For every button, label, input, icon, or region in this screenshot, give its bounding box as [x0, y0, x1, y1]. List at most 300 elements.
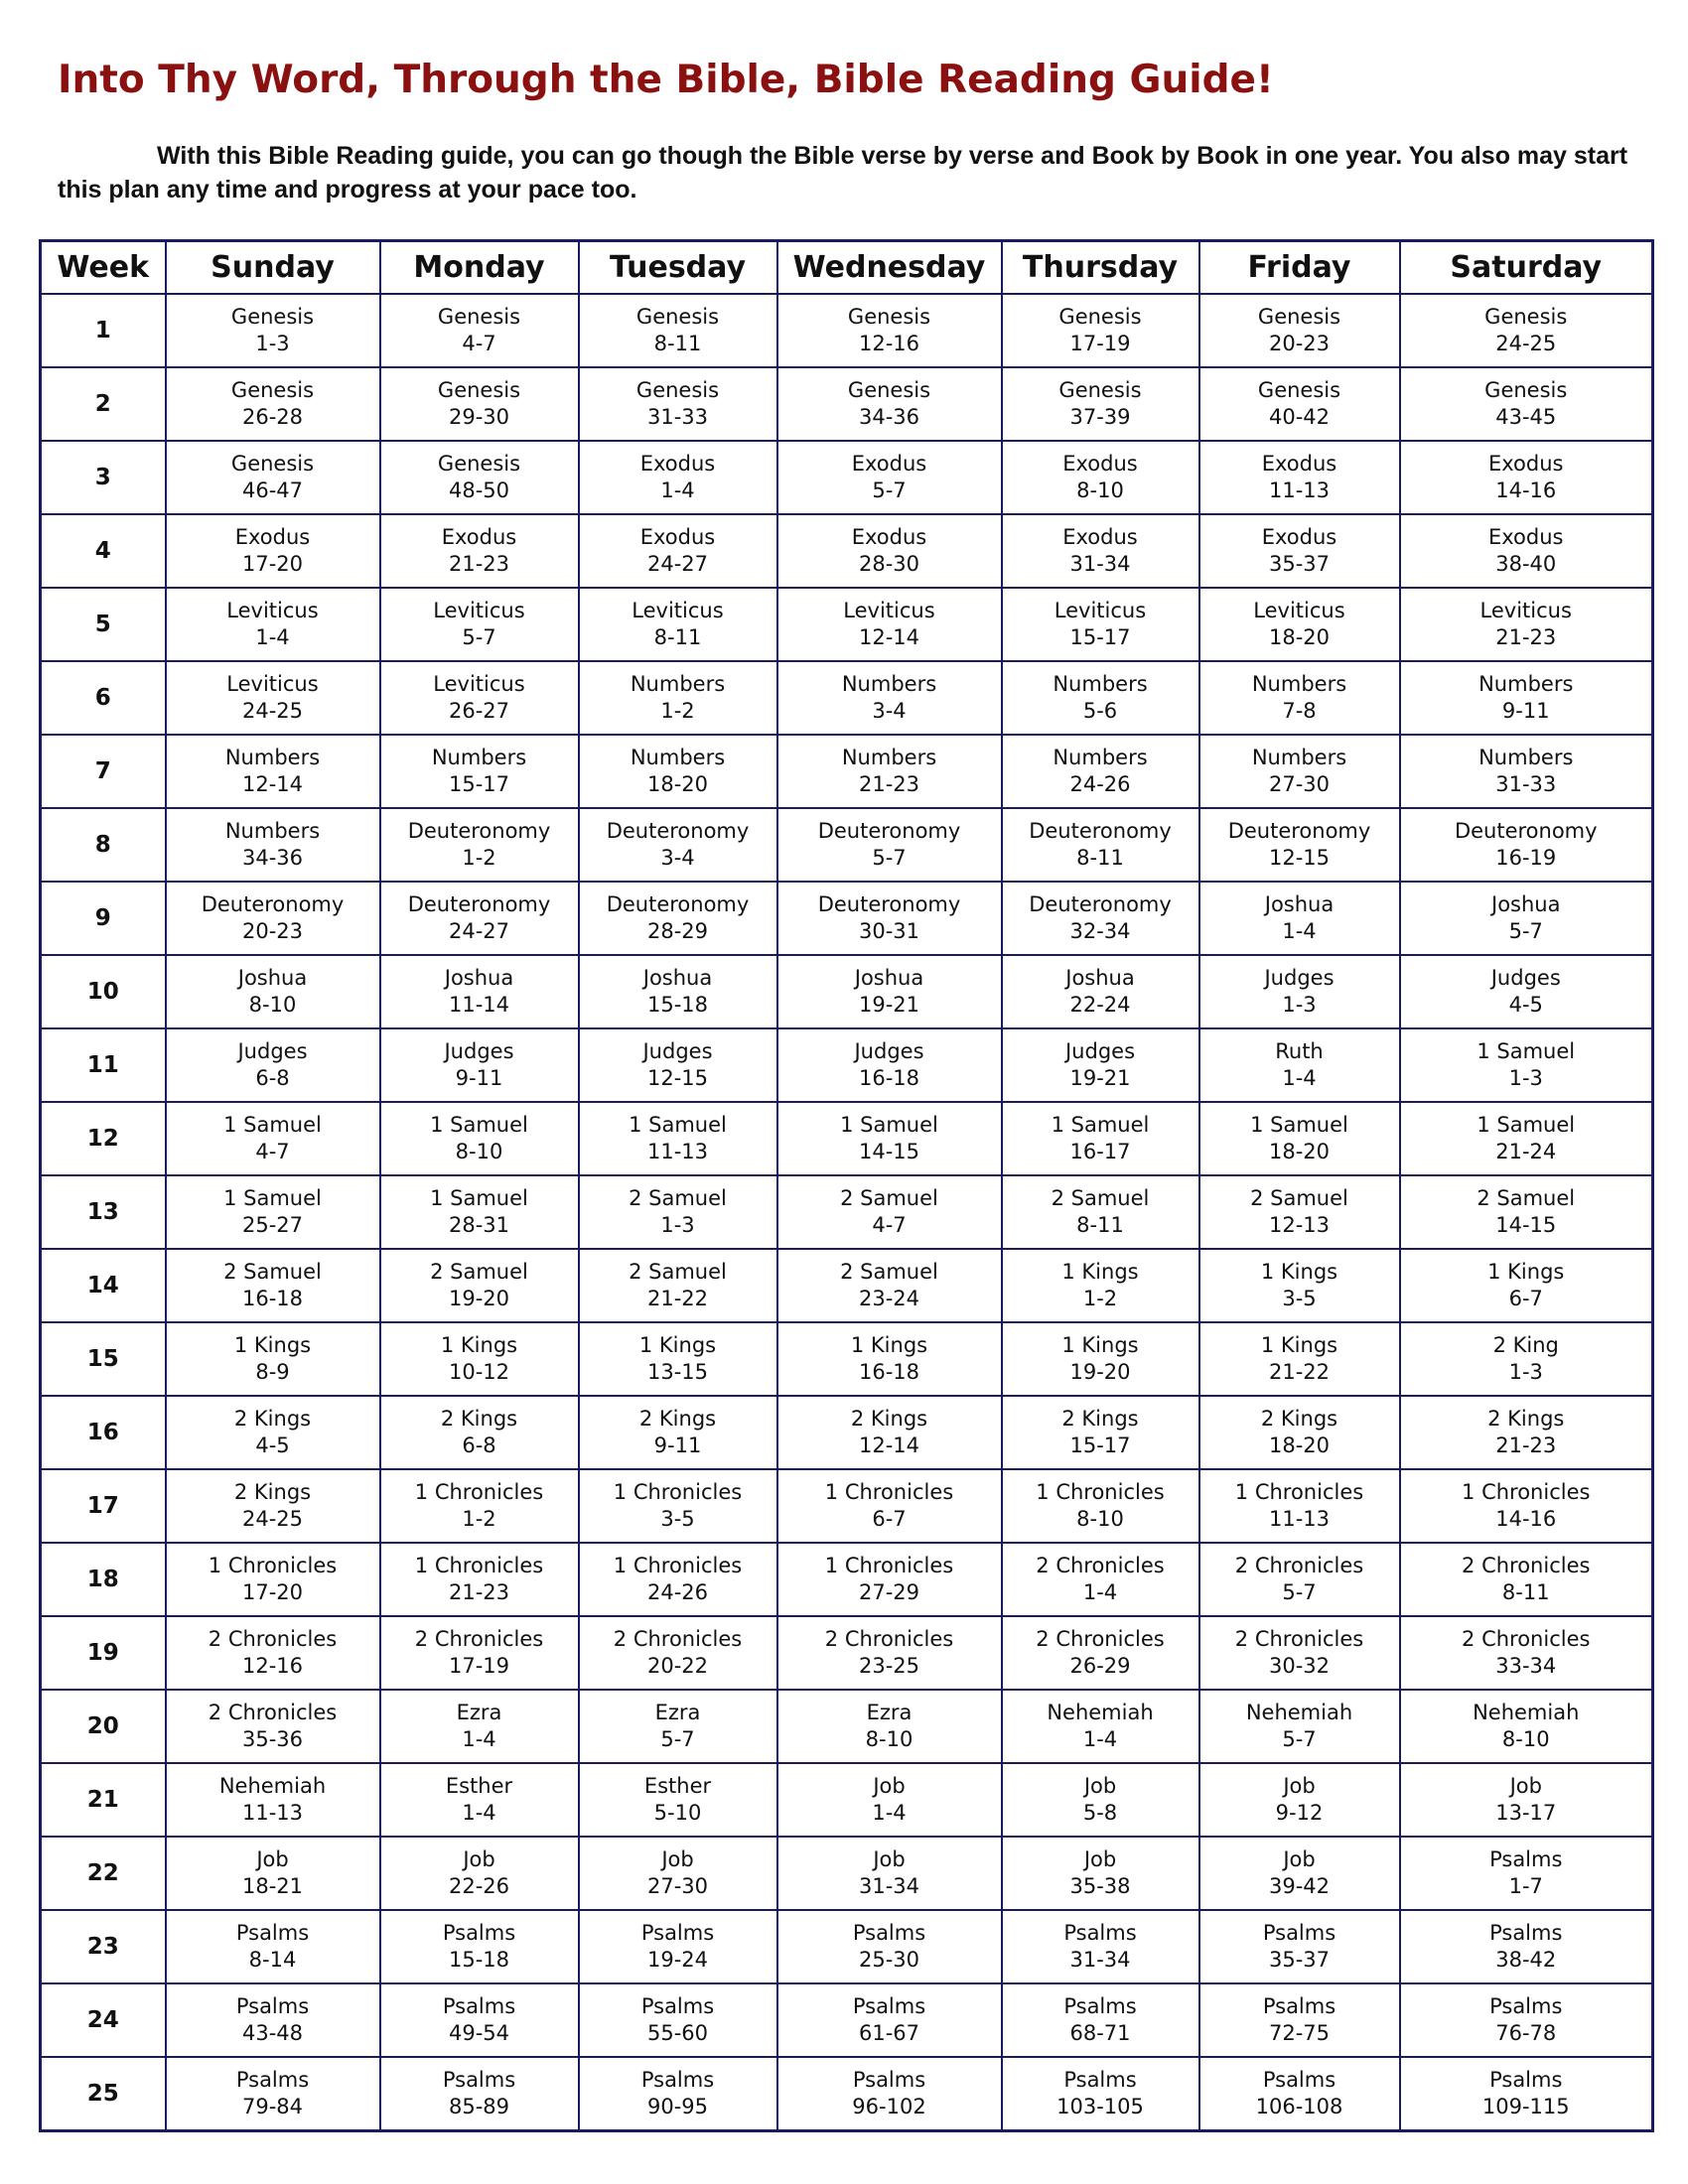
chapter-range: 14-15: [858, 1140, 920, 1163]
book-name: 1 Kings: [1260, 1333, 1338, 1357]
chapter-range: 14-16: [1495, 478, 1557, 502]
reading-cell-tuesday: [579, 1102, 777, 1175]
chapter-range: 6-8: [462, 1433, 496, 1457]
chapter-range: 12-16: [858, 332, 920, 355]
book-name: 1 Chronicles: [1462, 1480, 1591, 1504]
book-name: 2 Chronicles: [208, 1627, 338, 1651]
book-name: 1 Chronicles: [824, 1554, 954, 1577]
chapter-range: 46-47: [241, 478, 304, 502]
reading-cell-monday: [380, 1175, 579, 1249]
book-name: 1 Chronicles: [1036, 1480, 1165, 1504]
chapter-range: 24-25: [241, 1507, 304, 1531]
book-name: Exodus: [851, 452, 927, 476]
reading-cell-friday: [1199, 735, 1400, 808]
chapter-range: 8-10: [1076, 478, 1124, 502]
reading-cell-tuesday: [579, 1175, 777, 1249]
chapter-range: 19-21: [858, 993, 920, 1017]
reading-cell-thursday: [1002, 882, 1199, 955]
reading-cell-thursday: [1002, 1469, 1199, 1543]
book-name: 1 Chronicles: [1234, 1480, 1364, 1504]
chapter-range: 4-7: [872, 1213, 907, 1237]
book-name: Psalms: [235, 1921, 310, 1945]
table-row: [41, 1028, 1653, 1102]
reading-cell-thursday: [1002, 661, 1199, 735]
book-name: Genesis: [1058, 378, 1142, 402]
reading-cell-sunday: [166, 955, 380, 1028]
book-name: Genesis: [230, 378, 315, 402]
chapter-range: 90-95: [646, 2095, 709, 2118]
chapter-range: 9-11: [1501, 699, 1550, 723]
chapter-range: 6-8: [255, 1066, 290, 1090]
chapter-range: 109-115: [1481, 2095, 1570, 2118]
book-name: Joshua: [1264, 892, 1335, 916]
book-name: Deuteronomy: [606, 819, 750, 843]
book-name: 1 Chronicles: [208, 1554, 338, 1577]
book-name: Numbers: [630, 746, 726, 769]
table-row: [41, 661, 1653, 735]
week-number-cell: 16: [41, 1396, 166, 1469]
reading-cell-wednesday: [777, 882, 1002, 955]
week-number-cell: 24: [41, 1983, 166, 2057]
reading-cell-saturday: [1400, 1837, 1653, 1910]
book-name: Job: [873, 1774, 906, 1798]
book-name: Deuteronomy: [201, 892, 345, 916]
chapter-range: 38-40: [1495, 552, 1557, 576]
book-name: 1 Samuel: [1477, 1113, 1576, 1137]
reading-cell-friday: [1199, 882, 1400, 955]
reading-cell-sunday: [166, 1469, 380, 1543]
reading-cell-sunday: [166, 1983, 380, 2057]
reading-cell-monday: [380, 1396, 579, 1469]
column-header-friday: Friday: [1199, 241, 1400, 295]
book-name: Numbers: [1478, 672, 1574, 696]
book-name: Exodus: [1062, 452, 1138, 476]
week-number-cell: 11: [41, 1028, 166, 1102]
chapter-range: 35-37: [1268, 552, 1331, 576]
reading-cell-thursday: [1002, 1837, 1199, 1910]
book-name: Numbers: [1478, 746, 1574, 769]
chapter-range: 28-29: [646, 919, 709, 943]
book-name: Ezra: [456, 1701, 502, 1724]
chapter-range: 9-11: [455, 1066, 503, 1090]
chapter-range: 5-7: [660, 1727, 695, 1751]
chapter-range: 14-15: [1495, 1213, 1557, 1237]
book-name: Exodus: [441, 525, 517, 549]
reading-plan-table: [39, 239, 1654, 2132]
book-name: Numbers: [1251, 746, 1347, 769]
chapter-range: 24-26: [646, 1580, 709, 1604]
book-name: Judges: [642, 1039, 713, 1063]
table-row: [41, 1690, 1653, 1763]
reading-cell-tuesday: [579, 1616, 777, 1690]
reading-cell-saturday: [1400, 735, 1653, 808]
chapter-range: 16-18: [858, 1360, 920, 1384]
reading-cell-monday: [380, 514, 579, 588]
reading-cell-thursday: [1002, 588, 1199, 661]
book-name: Judges: [1264, 966, 1335, 990]
reading-cell-wednesday: [777, 1175, 1002, 1249]
reading-cell-thursday: [1002, 514, 1199, 588]
chapter-range: 17-19: [448, 1654, 510, 1678]
reading-cell-sunday: [166, 2057, 380, 2131]
book-name: Leviticus: [843, 599, 935, 622]
chapter-range: 5-7: [1508, 919, 1543, 943]
reading-cell-monday: [380, 2057, 579, 2131]
reading-cell-saturday: [1400, 1322, 1653, 1396]
week-number-cell: 25: [41, 2057, 166, 2131]
table-row: [41, 955, 1653, 1028]
chapter-range: 13-17: [1495, 1801, 1557, 1825]
reading-cell-tuesday: [579, 441, 777, 514]
reading-cell-saturday: [1400, 882, 1653, 955]
reading-cell-friday: [1199, 1690, 1400, 1763]
chapter-range: 27-30: [646, 1874, 709, 1898]
book-name: 1 Kings: [1260, 1260, 1338, 1284]
reading-cell-friday: [1199, 808, 1400, 882]
week-number-cell: 14: [41, 1249, 166, 1322]
reading-cell-wednesday: [777, 1028, 1002, 1102]
chapter-range: 61-67: [858, 2021, 920, 2045]
reading-cell-wednesday: [777, 367, 1002, 441]
chapter-range: 16-19: [1495, 846, 1557, 870]
reading-cell-tuesday: [579, 1837, 777, 1910]
header-row: [41, 241, 1653, 295]
chapter-range: 16-18: [241, 1287, 304, 1310]
book-name: Numbers: [1053, 746, 1148, 769]
reading-cell-saturday: [1400, 1763, 1653, 1837]
chapter-range: 9-11: [653, 1433, 702, 1457]
reading-cell-friday: [1199, 1028, 1400, 1102]
table-row: [41, 735, 1653, 808]
chapter-range: 35-36: [241, 1727, 304, 1751]
reading-cell-thursday: [1002, 1690, 1199, 1763]
reading-cell-wednesday: [777, 1763, 1002, 1837]
book-name: Psalms: [442, 1994, 516, 2018]
book-name: 2 Chronicles: [824, 1627, 954, 1651]
chapter-range: 43-45: [1495, 405, 1557, 429]
chapter-range: 85-89: [448, 2095, 510, 2118]
column-header-thursday: Thursday: [1002, 241, 1199, 295]
reading-cell-friday: [1199, 441, 1400, 514]
chapter-range: 11-13: [646, 1140, 709, 1163]
reading-cell-saturday: [1400, 1469, 1653, 1543]
chapter-range: 20-22: [646, 1654, 709, 1678]
reading-cell-tuesday: [579, 1249, 777, 1322]
table-row: [41, 808, 1653, 882]
book-name: Leviticus: [433, 672, 525, 696]
column-header-saturday: Saturday: [1400, 241, 1653, 295]
book-name: Exodus: [234, 525, 311, 549]
chapter-range: 1-4: [1082, 1727, 1118, 1751]
chapter-range: 1-4: [1282, 1066, 1317, 1090]
chapter-range: 11-14: [448, 993, 510, 1017]
chapter-range: 18-20: [646, 772, 709, 796]
table-row: [41, 367, 1653, 441]
book-name: 2 Kings: [850, 1407, 928, 1431]
book-name: Psalms: [1489, 1994, 1563, 2018]
book-name: Psalms: [640, 2068, 715, 2092]
chapter-range: 30-32: [1268, 1654, 1331, 1678]
book-name: Exodus: [1488, 525, 1564, 549]
chapter-range: 38-42: [1495, 1948, 1557, 1972]
chapter-range: 1-4: [872, 1801, 907, 1825]
table-row: [41, 1102, 1653, 1175]
book-name: Psalms: [442, 1921, 516, 1945]
chapter-range: 79-84: [241, 2095, 304, 2118]
book-name: Job: [256, 1847, 289, 1871]
reading-cell-wednesday: [777, 294, 1002, 367]
reading-cell-tuesday: [579, 955, 777, 1028]
reading-cell-tuesday: [579, 1690, 777, 1763]
chapter-range: 26-28: [241, 405, 304, 429]
chapter-range: 31-34: [1069, 1948, 1131, 1972]
chapter-range: 26-29: [1069, 1654, 1131, 1678]
table-row: [41, 294, 1653, 367]
chapter-range: 1-4: [1282, 919, 1317, 943]
chapter-range: 21-23: [448, 1580, 510, 1604]
reading-cell-saturday: [1400, 661, 1653, 735]
chapter-range: 15-18: [646, 993, 709, 1017]
book-name: Psalms: [1063, 1994, 1137, 2018]
book-name: Judges: [854, 1039, 924, 1063]
reading-cell-tuesday: [579, 1396, 777, 1469]
chapter-range: 12-15: [646, 1066, 709, 1090]
reading-cell-tuesday: [579, 661, 777, 735]
reading-cell-friday: [1199, 1396, 1400, 1469]
reading-cell-friday: [1199, 2057, 1400, 2131]
book-name: 2 Samuel: [629, 1260, 727, 1284]
chapter-range: 22-24: [1069, 993, 1131, 1017]
chapter-range: 1-3: [1282, 993, 1317, 1017]
book-name: 1 Samuel: [629, 1113, 727, 1137]
chapter-range: 26-27: [448, 699, 510, 723]
reading-cell-tuesday: [579, 294, 777, 367]
chapter-range: 43-48: [241, 2021, 304, 2045]
book-name: 2 Kings: [638, 1407, 717, 1431]
table-row: [41, 1469, 1653, 1543]
book-name: Job: [661, 1847, 694, 1871]
reading-cell-monday: [380, 735, 579, 808]
reading-cell-saturday: [1400, 1690, 1653, 1763]
chapter-range: 1-4: [462, 1801, 496, 1825]
table-row: [41, 882, 1653, 955]
reading-cell-saturday: [1400, 1028, 1653, 1102]
chapter-range: 8-11: [1076, 846, 1124, 870]
chapter-range: 68-71: [1069, 2021, 1131, 2045]
chapter-range: 1-2: [1082, 1287, 1118, 1310]
book-name: 1 Kings: [1061, 1260, 1139, 1284]
chapter-range: 5-7: [872, 478, 907, 502]
book-name: Psalms: [235, 2068, 310, 2092]
chapter-range: 8-11: [1076, 1213, 1124, 1237]
reading-cell-sunday: [166, 1249, 380, 1322]
book-name: Psalms: [640, 1994, 715, 2018]
book-name: 2 Samuel: [629, 1186, 727, 1210]
reading-cell-saturday: [1400, 294, 1653, 367]
reading-cell-thursday: [1002, 2057, 1199, 2131]
chapter-range: 19-20: [448, 1287, 510, 1310]
book-name: 1 Samuel: [430, 1113, 528, 1137]
reading-cell-thursday: [1002, 808, 1199, 882]
book-name: 1 Samuel: [223, 1113, 322, 1137]
reading-cell-sunday: [166, 588, 380, 661]
book-name: Deuteronomy: [1454, 819, 1598, 843]
reading-cell-saturday: [1400, 1396, 1653, 1469]
reading-cell-saturday: [1400, 1175, 1653, 1249]
book-name: 2 Samuel: [840, 1186, 938, 1210]
book-name: Genesis: [1257, 378, 1341, 402]
book-name: 1 Kings: [440, 1333, 518, 1357]
week-number-cell: 8: [41, 808, 166, 882]
book-name: Genesis: [437, 378, 521, 402]
chapter-range: 9-12: [1275, 1801, 1324, 1825]
book-name: 1 Samuel: [1250, 1113, 1348, 1137]
reading-cell-wednesday: [777, 1616, 1002, 1690]
chapter-range: 1-2: [462, 846, 496, 870]
book-name: Psalms: [1262, 1921, 1336, 1945]
reading-cell-wednesday: [777, 1396, 1002, 1469]
page-title: Into Thy Word, Through the Bible, Bible Reading Guide!: [58, 58, 1274, 102]
book-name: 2 Chronicles: [1036, 1554, 1165, 1577]
chapter-range: 31-33: [1495, 772, 1557, 796]
chapter-range: 7-8: [1282, 699, 1317, 723]
reading-cell-sunday: [166, 294, 380, 367]
book-name: 1 Chronicles: [613, 1480, 743, 1504]
book-name: 2 Chronicles: [1234, 1554, 1364, 1577]
reading-cell-sunday: [166, 661, 380, 735]
chapter-range: 8-10: [865, 1727, 914, 1751]
chapter-range: 19-24: [646, 1948, 709, 1972]
table-row: [41, 1910, 1653, 1983]
chapter-range: 1-4: [660, 478, 695, 502]
column-header-sunday: Sunday: [166, 241, 380, 295]
book-name: 2 Kings: [1260, 1407, 1338, 1431]
chapter-range: 5-6: [1082, 699, 1118, 723]
reading-cell-monday: [380, 1690, 579, 1763]
book-name: 2 Kings: [1061, 1407, 1139, 1431]
chapter-range: 10-12: [448, 1360, 510, 1384]
book-name: Psalms: [1063, 1921, 1137, 1945]
book-name: Esther: [445, 1774, 513, 1798]
book-name: Nehemiah: [1473, 1701, 1580, 1724]
book-name: 2 Kings: [1487, 1407, 1565, 1431]
book-name: 1 Chronicles: [414, 1480, 544, 1504]
reading-cell-sunday: [166, 1616, 380, 1690]
book-name: Joshua: [1491, 892, 1561, 916]
book-name: Deuteronomy: [817, 892, 961, 916]
reading-cell-tuesday: [579, 1028, 777, 1102]
chapter-range: 33-34: [1495, 1654, 1557, 1678]
reading-cell-saturday: [1400, 1616, 1653, 1690]
reading-cell-saturday: [1400, 441, 1653, 514]
chapter-range: 1-7: [1508, 1874, 1543, 1898]
chapter-range: 3-4: [660, 846, 695, 870]
reading-cell-sunday: [166, 514, 380, 588]
chapter-range: 18-20: [1268, 1140, 1331, 1163]
reading-cell-monday: [380, 808, 579, 882]
reading-cell-tuesday: [579, 1543, 777, 1616]
reading-cell-thursday: [1002, 1616, 1199, 1690]
chapter-range: 8-10: [1076, 1507, 1124, 1531]
book-name: Leviticus: [1054, 599, 1147, 622]
book-name: 1 Samuel: [840, 1113, 938, 1137]
reading-cell-tuesday: [579, 1763, 777, 1837]
reading-cell-saturday: [1400, 2057, 1653, 2131]
book-name: Psalms: [852, 1921, 926, 1945]
reading-cell-friday: [1199, 1983, 1400, 2057]
book-name: Deuteronomy: [1029, 892, 1172, 916]
week-number-cell: 13: [41, 1175, 166, 1249]
reading-cell-sunday: [166, 735, 380, 808]
chapter-range: 4-5: [1508, 993, 1543, 1017]
book-name: Deuteronomy: [1029, 819, 1172, 843]
reading-cell-wednesday: [777, 514, 1002, 588]
chapter-range: 3-5: [660, 1507, 695, 1531]
reading-cell-tuesday: [579, 2057, 777, 2131]
week-number-cell: 4: [41, 514, 166, 588]
book-name: Exodus: [1261, 525, 1337, 549]
book-name: Numbers: [224, 746, 321, 769]
reading-cell-tuesday: [579, 808, 777, 882]
week-number-cell: 3: [41, 441, 166, 514]
reading-cell-sunday: [166, 1102, 380, 1175]
book-name: Genesis: [635, 305, 720, 329]
chapter-range: 15-17: [1069, 1433, 1131, 1457]
week-number-cell: 2: [41, 367, 166, 441]
book-name: 1 Kings: [1061, 1333, 1139, 1357]
reading-cell-saturday: [1400, 808, 1653, 882]
chapter-range: 16-18: [858, 1066, 920, 1090]
reading-cell-thursday: [1002, 294, 1199, 367]
book-name: Deuteronomy: [817, 819, 961, 843]
week-number-cell: 19: [41, 1616, 166, 1690]
book-name: Nehemiah: [218, 1774, 327, 1798]
book-name: Genesis: [847, 378, 931, 402]
chapter-range: 96-102: [852, 2095, 926, 2118]
chapter-range: 24-25: [1495, 332, 1557, 355]
chapter-range: 12-13: [1268, 1213, 1331, 1237]
chapter-range: 8-10: [248, 993, 297, 1017]
book-name: Genesis: [437, 452, 521, 476]
chapter-range: 1-3: [1508, 1360, 1543, 1384]
chapter-range: 8-11: [1501, 1580, 1550, 1604]
book-name: 1 Kings: [638, 1333, 717, 1357]
reading-cell-sunday: [166, 882, 380, 955]
chapter-range: 12-15: [1268, 846, 1331, 870]
chapter-range: 21-23: [1495, 1433, 1557, 1457]
reading-cell-monday: [380, 367, 579, 441]
book-name: Job: [1509, 1774, 1542, 1798]
chapter-range: 12-16: [241, 1654, 304, 1678]
reading-cell-thursday: [1002, 1322, 1199, 1396]
reading-cell-thursday: [1002, 1396, 1199, 1469]
book-name: Judges: [1064, 1039, 1136, 1063]
chapter-range: 8-14: [248, 1948, 297, 1972]
week-number-cell: 15: [41, 1322, 166, 1396]
book-name: Genesis: [437, 305, 521, 329]
book-name: Ezra: [654, 1701, 701, 1724]
reading-cell-friday: [1199, 661, 1400, 735]
chapter-range: 103-105: [1056, 2095, 1144, 2118]
reading-cell-tuesday: [579, 882, 777, 955]
week-number-cell: 21: [41, 1763, 166, 1837]
book-name: Numbers: [630, 672, 726, 696]
chapter-range: 11-13: [1268, 1507, 1331, 1531]
chapter-range: 14-16: [1495, 1507, 1557, 1531]
book-name: Psalms: [1262, 1994, 1336, 2018]
reading-cell-monday: [380, 1837, 579, 1910]
reading-cell-monday: [380, 1322, 579, 1396]
